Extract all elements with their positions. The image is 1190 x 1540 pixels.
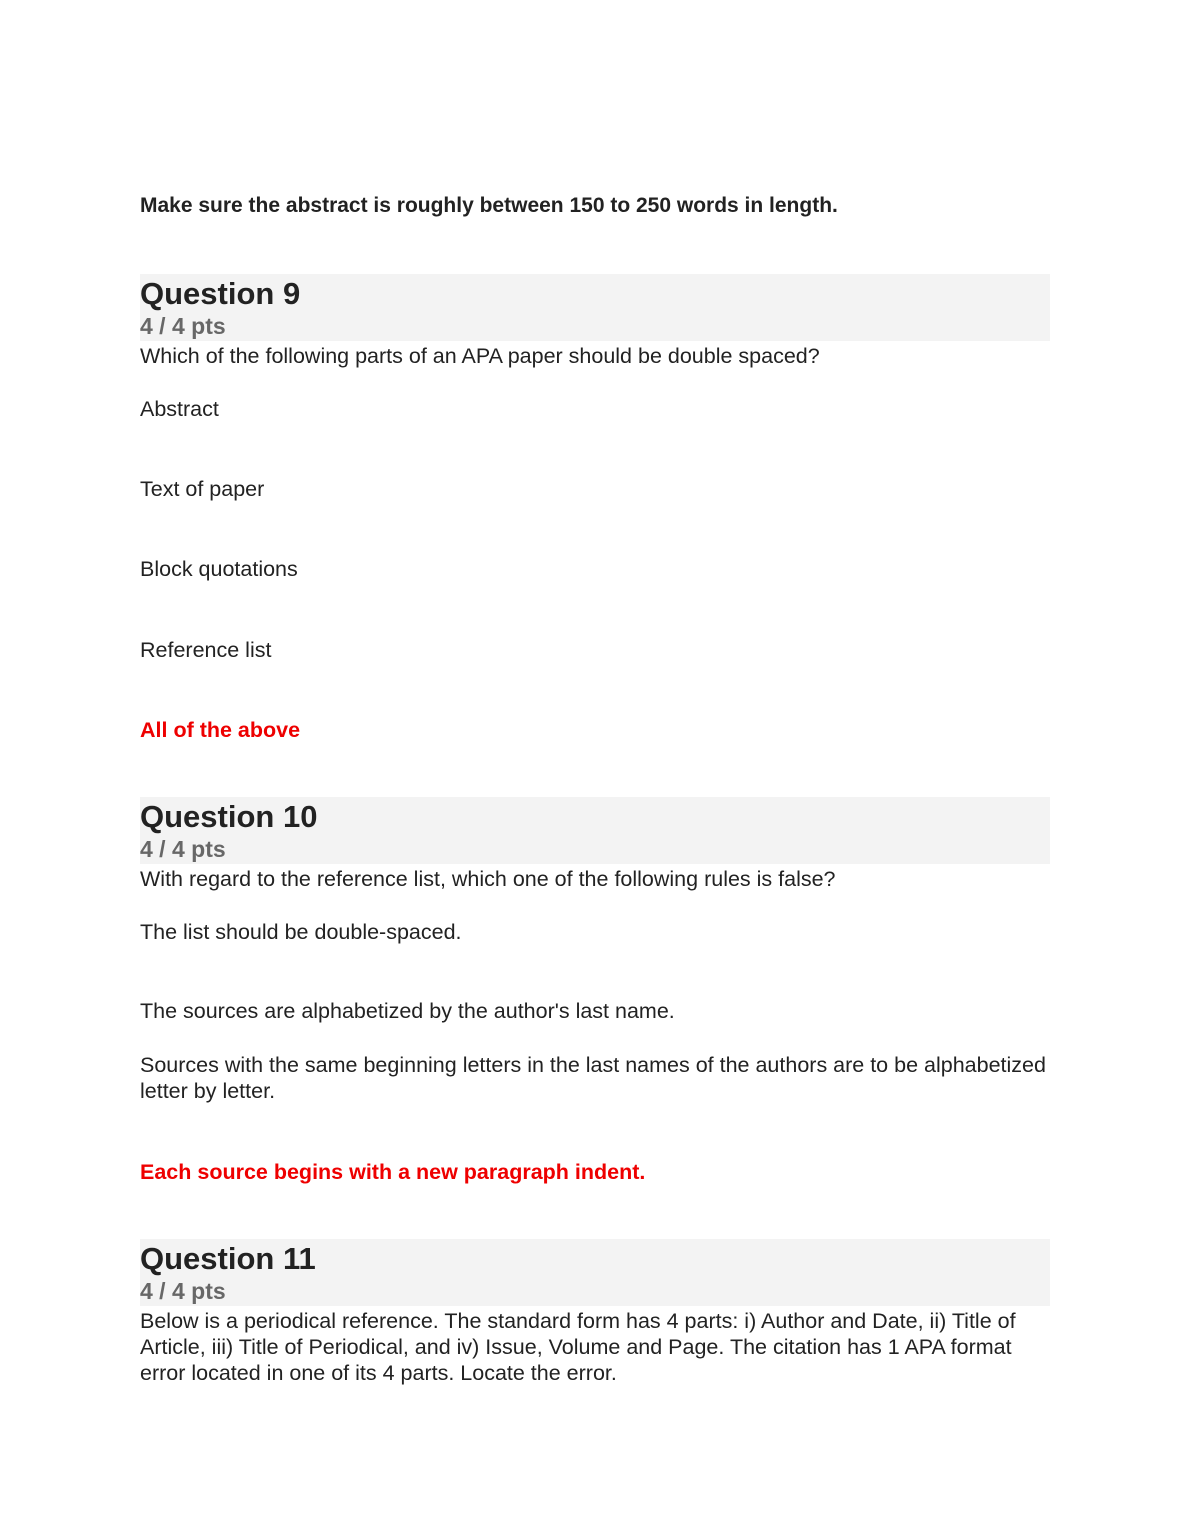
question-9-option-1: Abstract bbox=[140, 397, 219, 421]
question-10-points: 4 / 4 pts bbox=[140, 836, 226, 862]
question-10-correct-answer: Each source begins with a new paragraph indent. bbox=[140, 1160, 646, 1184]
question-11-prompt: Below is a periodical reference. The standard form has 4 parts: i) Author and Date, ii) Title of Article, iii) Title of Periodical, and iv) Issue, Volume and Page. The citation has 1 APA format error located in one of its 4 parts. Locate the error. bbox=[140, 1309, 1016, 1385]
question-10-title: Question 10 bbox=[140, 799, 318, 834]
question-9-header bbox=[140, 274, 1050, 341]
question-10-prompt: With regard to the reference list, which one of the following rules is false? bbox=[140, 867, 836, 891]
question-9-prompt: Which of the following parts of an APA paper should be double spaced? bbox=[140, 344, 820, 368]
question-11-title: Question 11 bbox=[140, 1241, 316, 1276]
question-9-option-3: Block quotations bbox=[140, 557, 298, 581]
question-9-points: 4 / 4 pts bbox=[140, 313, 226, 339]
question-9-title: Question 9 bbox=[140, 276, 301, 311]
intro-text: Make sure the abstract is roughly between 150 to 250 words in length. bbox=[140, 194, 838, 217]
question-10-option-3: Sources with the same beginning letters in the last names of the authors are to be alphabetized letter by letter. bbox=[140, 1053, 1046, 1103]
question-9-option-4: Reference list bbox=[140, 638, 272, 662]
question-10-option-1: The list should be double-spaced. bbox=[140, 920, 462, 944]
question-9-correct-answer: All of the above bbox=[140, 718, 301, 742]
question-11-header bbox=[140, 1239, 1050, 1306]
question-10-option-2: The sources are alphabetized by the author's last name. bbox=[140, 999, 675, 1023]
question-9-option-2: Text of paper bbox=[140, 477, 265, 501]
question-11-points: 4 / 4 pts bbox=[140, 1278, 226, 1304]
question-10-header bbox=[140, 797, 1050, 864]
